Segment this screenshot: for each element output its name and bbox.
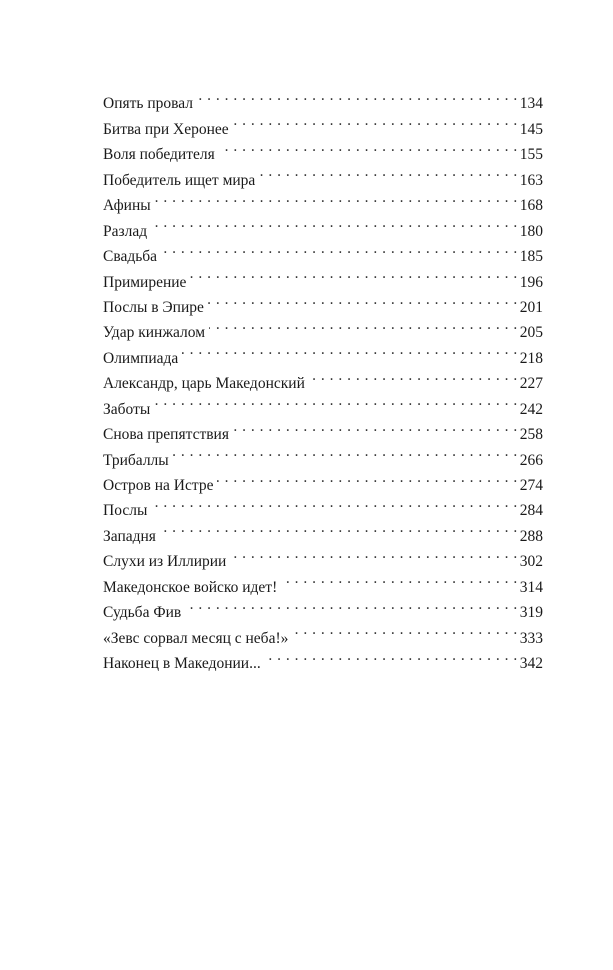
dot-leader (151, 210, 518, 235)
dot-leader (161, 236, 518, 261)
toc-entry-title: Слухи из Иллирии (103, 553, 227, 571)
toc-entry (103, 414, 543, 444)
toc-entry (103, 261, 543, 291)
toc-entry-page-number: 134 (519, 95, 543, 113)
table-of-contents (103, 83, 543, 673)
dot-leader (154, 388, 517, 413)
toc-entry-title: Остров на Истре (103, 477, 214, 494)
toc-entry-title: Послы в Эпире (103, 298, 204, 316)
toc-entry-page-number: 319 (519, 604, 543, 622)
toc-entry-page-number: 145 (519, 120, 543, 138)
dot-leader (160, 515, 518, 540)
dot-leader (173, 439, 518, 464)
toc-entry-title: Разлад (103, 222, 148, 240)
toc-entry-title: Наконец в Македонии... (103, 655, 261, 673)
dot-leader (233, 108, 518, 133)
toc-entry-title: Свадьба (103, 248, 158, 266)
toc-entry-title: Битва при Херонее (103, 120, 229, 138)
dot-leader (230, 541, 517, 566)
toc-entry-page-number: 314 (519, 578, 543, 596)
toc-entry-page-number: 274 (519, 477, 543, 494)
toc-entry-page-number: 205 (519, 324, 543, 342)
toc-entry (103, 210, 543, 240)
dot-leader (209, 312, 518, 337)
toc-entry-title: Опять провал (103, 95, 193, 113)
toc-entry-page-number: 185 (519, 248, 543, 266)
toc-entry-page-number: 266 (519, 451, 543, 469)
toc-entry (103, 541, 543, 571)
toc-entry-title: Александр, царь Македонский (103, 375, 305, 393)
toc-entry-page-number: 284 (519, 502, 543, 520)
toc-entry (103, 388, 543, 418)
dot-leader (281, 566, 518, 591)
toc-entry (103, 83, 543, 113)
dot-leader (233, 414, 518, 439)
toc-entry (103, 515, 543, 545)
dot-leader (265, 643, 518, 668)
toc-entry-page-number: 333 (519, 629, 543, 647)
toc-entry-title: Воля победителя (103, 146, 215, 164)
dot-leader (185, 592, 518, 617)
dot-leader (219, 134, 518, 159)
toc-entry-title: Олимпиада (103, 349, 179, 367)
toc-entry-title: Македонское войско идет! (103, 578, 278, 596)
toc-entry-title: Западня (103, 527, 156, 545)
dot-leader (197, 83, 518, 108)
toc-entry-title: Трибаллы (103, 451, 169, 469)
toc-entry-title: Примирение (103, 273, 187, 291)
toc-entry-title: Судьба Фив (103, 604, 182, 622)
toc-entry-page-number: 168 (519, 197, 543, 215)
dot-leader (217, 465, 517, 490)
toc-entry-page-number: 196 (519, 273, 543, 291)
toc-entry-page-number: 227 (519, 375, 543, 393)
toc-entry-page-number: 342 (519, 655, 543, 673)
dot-leader (151, 490, 517, 515)
toc-entry (103, 185, 543, 215)
toc-entry-page-number: 180 (519, 222, 543, 240)
toc-entry-page-number: 258 (519, 426, 543, 444)
toc-entry-title: Победитель ищет мира (103, 171, 256, 189)
dot-leader (309, 363, 518, 388)
dot-leader (155, 185, 518, 210)
toc-entry-page-number: 201 (519, 298, 543, 316)
toc-entry (103, 236, 543, 266)
toc-entry-title: «Зевс сорвал месяц с неба!» (103, 629, 289, 647)
dot-leader (292, 617, 517, 642)
dot-leader (182, 337, 517, 362)
dot-leader (259, 159, 517, 184)
toc-entry-page-number: 302 (519, 553, 543, 571)
toc-entry-page-number: 163 (519, 171, 543, 189)
toc-entry-title: Заботы (103, 400, 151, 418)
dot-leader (190, 261, 517, 286)
toc-entry-page-number: 242 (519, 400, 543, 418)
dot-leader (208, 287, 518, 312)
toc-entry-page-number: 218 (519, 349, 543, 367)
toc-entry-page-number: 155 (519, 146, 543, 164)
toc-entry-page-number: 288 (519, 527, 543, 545)
toc-entry-title: Снова препятствия (103, 426, 229, 444)
toc-entry-title: Афины (103, 197, 151, 215)
toc-entry (103, 490, 543, 520)
toc-entry-title: Послы (103, 502, 148, 520)
toc-entry-title: Удар кинжалом (103, 324, 206, 342)
